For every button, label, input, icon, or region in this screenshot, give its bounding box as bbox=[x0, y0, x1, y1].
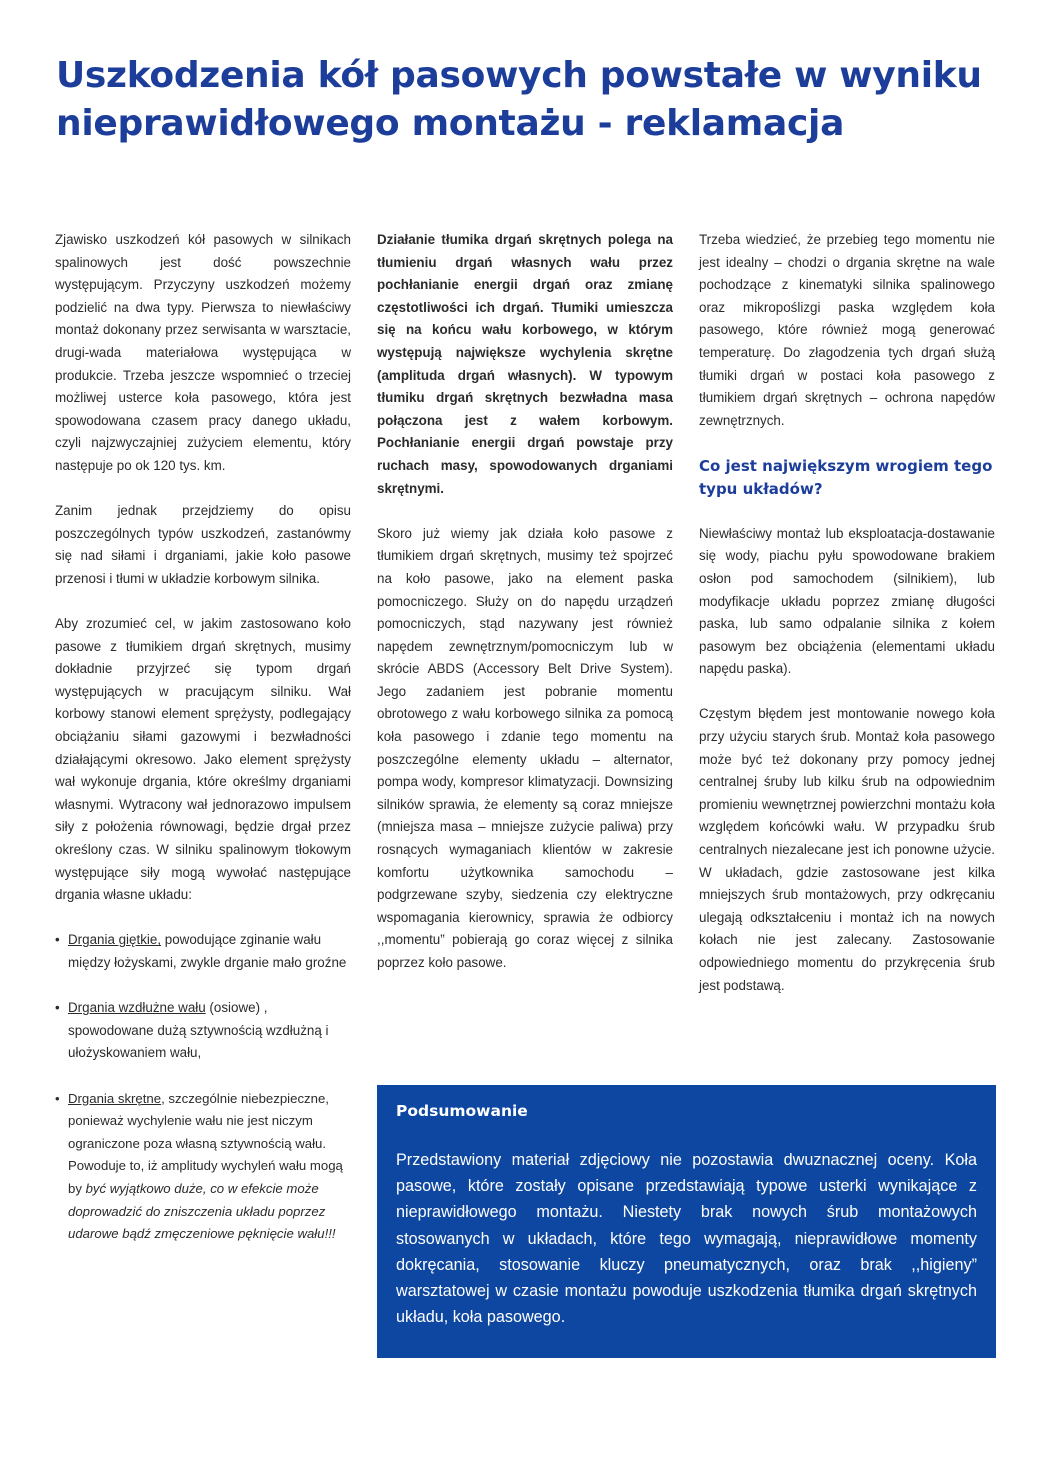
intro-paragraph: Zjawisko uszkodzeń kół pasowych w silnikach spalinowych jest dość powszechnie występującym. Przyczyny uszkodzeń możemy podzielić na dwa typy. Pierwsza to niewłaściwy montaż dokonany przez serwisanta w warsztacie, drugi-wada materiałowa występująca w produkcie. Trzeba jeszcze wspomnieć o trzeciej możliwej usterce koła pasowego, która jest spowodowana czasem pracy danego układu, czyli najzwyczajniej zużyciem elementu, który następuje po ok 120 tys. km. bbox=[55, 232, 351, 473]
column-3 bbox=[699, 229, 995, 1020]
vibration-list bbox=[55, 929, 351, 1245]
forces-paragraph: Zanim jednak przejdziemy do opisu poszczególnych typów uszkodzeń, zastanówmy się nad siłami i drganiami, jakie koło pasowe przenosi i tłumi w układzie korbowym silnika. bbox=[55, 503, 351, 586]
list-item-axial bbox=[55, 997, 351, 1065]
torsional-emphasis: być wyjątkowo duże, co w efekcie może doprowadzić do zniszczenia układu poprzez udarowe bądź zmęczeniowe pęknięcie wału!!! bbox=[68, 1180, 336, 1242]
enemy-paragraph: Niewłaściwy montaż lub eksploatacja-dostawanie się wody, piachu pyłu spowodowane brakiem osłon pod samochodem (silnikiem), lub modyfikacje układu poprzez zmianę długości paska, lub samo odpalanie silnika z kołem pasowym bez obciążenia (elementami układu napędu paska). bbox=[699, 525, 995, 677]
list-item-bending bbox=[55, 929, 351, 974]
damper-paragraph: Działanie tłumika drgań skrętnych polega na tłumieniu drgań własnych wału przez pochłanianie energii drgań oraz zmianę częstotliwości ich drgań. Tłumiki umieszcza się na końcu wału korbowego, w którym występują największe wychylenia skrętne (amplituda drgań własnych). W typowym tłumiku drgań skrętnych bezwładna masa połączona jest z wałem korbowym. Pochłanianie energii drgań powstaje przy ruchach masy, spowodowanych drganiami skrętnymi. bbox=[377, 232, 673, 496]
column-1 bbox=[55, 229, 351, 1268]
list-item-torsional bbox=[55, 1088, 351, 1246]
page-title: Uszkodzenia kół pasowych powstałe w wyniku nieprawidłowego montażu - reklamacja bbox=[56, 55, 982, 144]
axial-term: Drgania wzdłużne wału bbox=[68, 1000, 206, 1016]
summary-box bbox=[377, 1085, 996, 1358]
bolts-paragraph: Częstym błędem jest montowanie nowego koła przy użyciu starych śrub. Montaż koła pasowego może być też dokonany przy pomocy jednej centralnej śruby lub kilku śrub na odpowiednim promieniu wewnętrznej powierzchni montażu koła względem końcówki wału. W przypadku śrub centralnych niezalecane jest ich ponowne użycie. W układach, gdzie zastosowane jest kilka mniejszych śrub montażowych, przy odkręcaniu ulegają odkształceniu i montaż ich na nowych kołach nie jest zalecany. Zastosowanie odpowiedniego momentu do przykręcenia śrub jest podstawą. bbox=[699, 706, 995, 993]
torsional-text: , szczególnie niebezpieczne, ponieważ wychylenie wału nie jest niczym ograniczone poza własną sztywnością wału. Powoduje to, iż amplitudy wychyleń wału mogą by bbox=[68, 1090, 343, 1196]
torsional-term: Drgania skrętne bbox=[68, 1090, 162, 1106]
abds-paragraph: Skoro już wiemy jak działa koło pasowe z tłumikiem drgań skrętnych, musimy też spojrzeć na koło pasowe, jako na element paska pomocniczego. Służy on do napędu urządzeń pomocniczych, stąd nazywany jest również napędem zewnętrznym/pomocniczym lub w skrócie ABDS (Accessory Belt Drive System). Jego zadaniem jest pobranie momentu obrotowego z wału korbowego silnika za pomocą koła pasowego i zdanie tego momentu na poszczególne elementy układu – alternator, pompa wody, kompresor klimatyzacji. Downsizing silników sprawia, że elementy są coraz mniejsze (mniejsza masa – mniejsze zużycie paliwa) przy rosnących wymaganiach klientów w zakresie komfortu użytkownika samochodu – podgrzewane szyby, siedzenia czy elektryczne wspomagania kierownicy, sprawia że odbiorcy ,,momentu” pobierają go coraz więcej z silnika poprzez koło pasowe. bbox=[377, 525, 673, 970]
summary-title: Podsumowanie bbox=[396, 1102, 528, 1120]
column-2 bbox=[377, 229, 673, 997]
bending-term: Drgania giętkie, bbox=[68, 932, 162, 948]
summary-text: Przedstawiony materiał zdjęciowy nie pozostawia dwuznacznej oceny. Koła pasowe, które zostały opisane przedstawiają typowe usterki wynikające z nieprawidłowego montażu. Niestety brak nowych śrub montażowych stosowanych w układach, które tego wymagają, nieprawidłowe momenty dokręcania, stosowanie kluczy pneumatycznych, oraz brak ,,higieny” warsztatowej w czasie montażu powoduje uszkodzenia tłumika drgań skrętnych układu, koła pasowego. bbox=[396, 1151, 977, 1327]
axial-text: (osiowe) , spowodowane dużą sztywnością wzdłużną i ułożyskowaniem wału, bbox=[68, 1000, 329, 1061]
section-heading: Co jest największym wrogiem tego typu układów? bbox=[699, 456, 993, 498]
bending-text: powodujące zginanie wału między łożyskami, zwykle drganie mało groźne bbox=[68, 932, 347, 970]
vibration-types-paragraph: Aby zrozumieć cel, w jakim zastosowano koło pasowe z tłumikiem drgań skrętnych, musimy dokładnie przyjrzeć się typom drgań występujących w pracującym silniku. Wał korbowy stanowi element sprężysty, podlegający obciążaniu siłami gazowymi i bezwładności działającymi okresowo. Jako element sprężysty wał wykonuje drgania, które określmy drganiami własnymi. Wytracony wał jednorazowo impulsem siły z położenia równowagi, będzie drgał przez określony czas. W silniku spalinowym tłokowym występujące siły mogą wywołać następujące drgania własne układu: bbox=[55, 616, 351, 903]
moment-paragraph: Trzeba wiedzieć, że przebieg tego momentu nie jest idealny – chodzi o drgania skrętne na wale pochodzące z kinematyki silnika spalinowego oraz mikropoślizgi paska względem koła pasowego, które również mogą generować temperaturę. Do złagodzenia tych drgań służą tłumiki drgań w postaci koła pasowego z tłumikiem drgań skrętnych – ochrona napędów zewnętrznych. bbox=[699, 232, 995, 428]
